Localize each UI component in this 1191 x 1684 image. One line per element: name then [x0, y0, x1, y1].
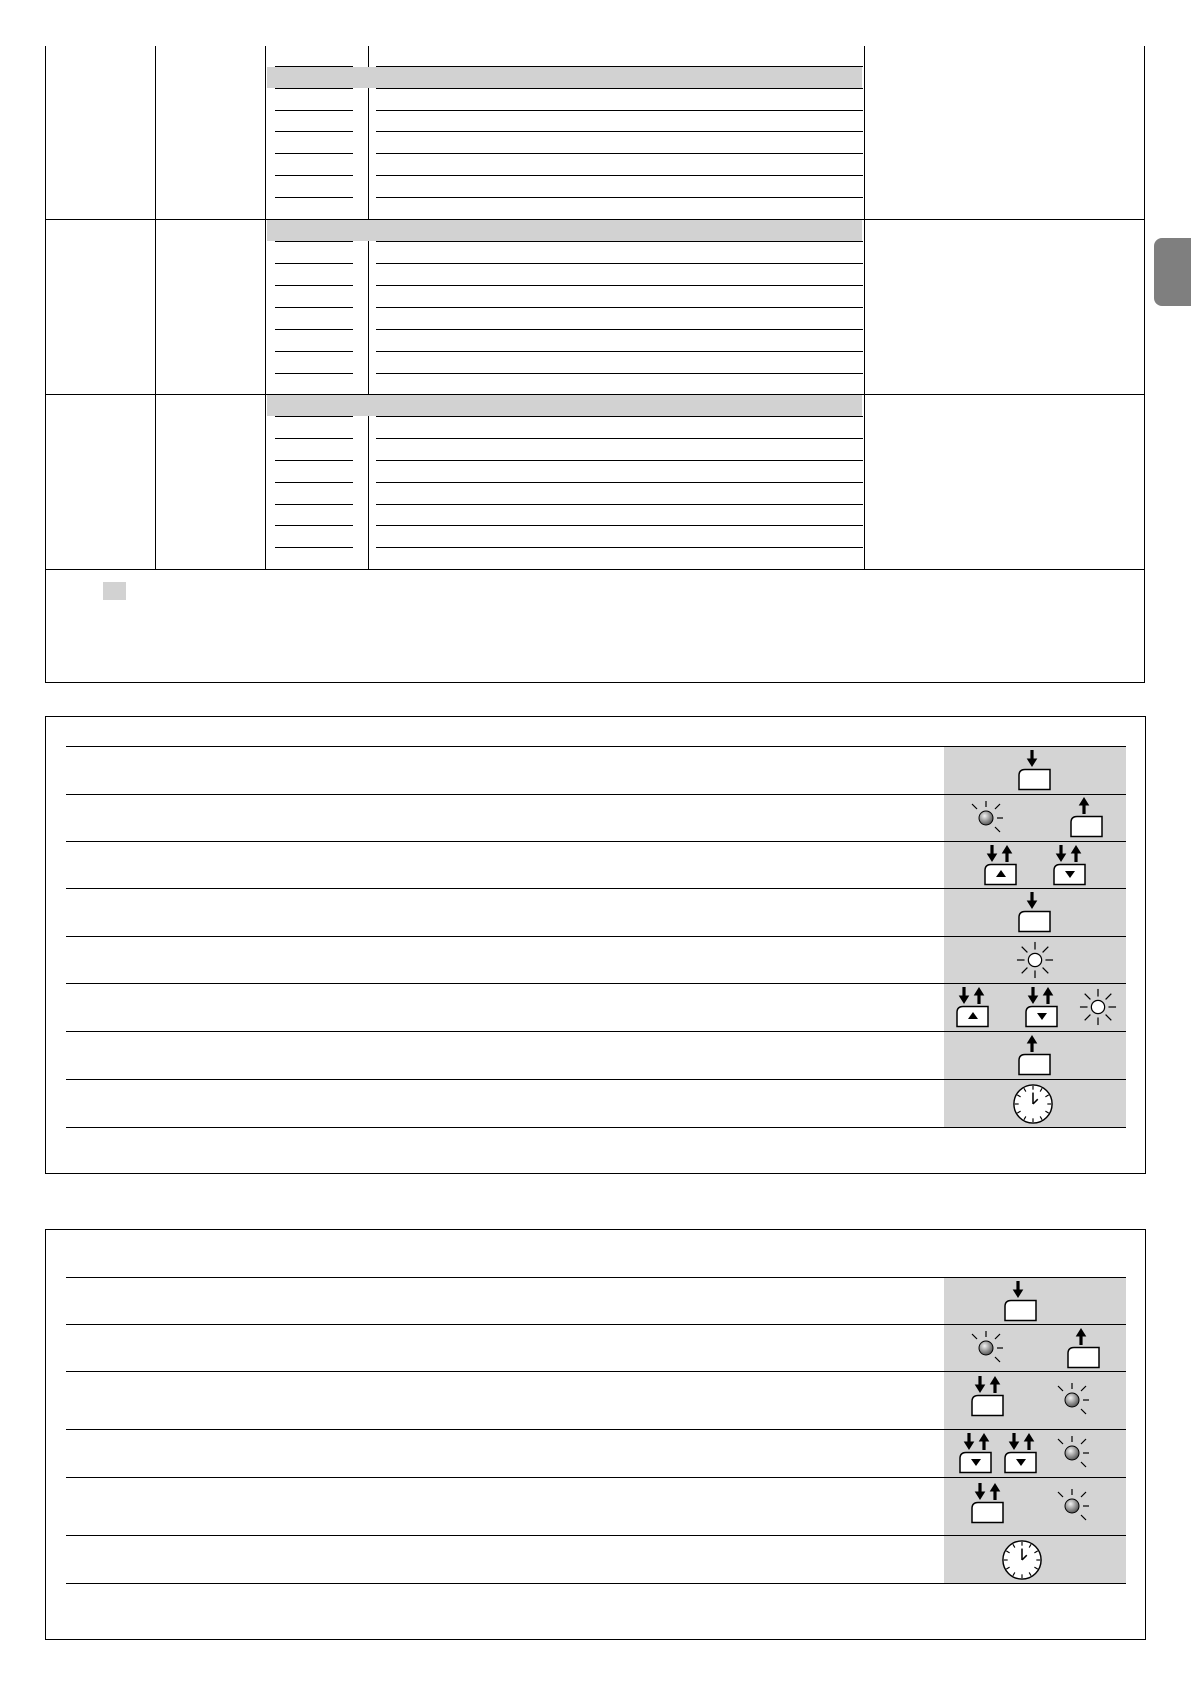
shaded-row [267, 220, 862, 241]
table-border-right [1144, 46, 1145, 683]
column-divider [368, 46, 369, 569]
language-side-tab [1154, 238, 1191, 306]
table-border-left [45, 46, 46, 683]
group-separator [45, 569, 1145, 570]
column-divider [265, 46, 266, 569]
table-border-bottom [45, 682, 1145, 683]
shaded-row [267, 67, 862, 88]
legend-swatch [103, 582, 126, 600]
column-divider [155, 46, 156, 569]
column-divider [864, 46, 865, 569]
shaded-row [267, 395, 862, 416]
